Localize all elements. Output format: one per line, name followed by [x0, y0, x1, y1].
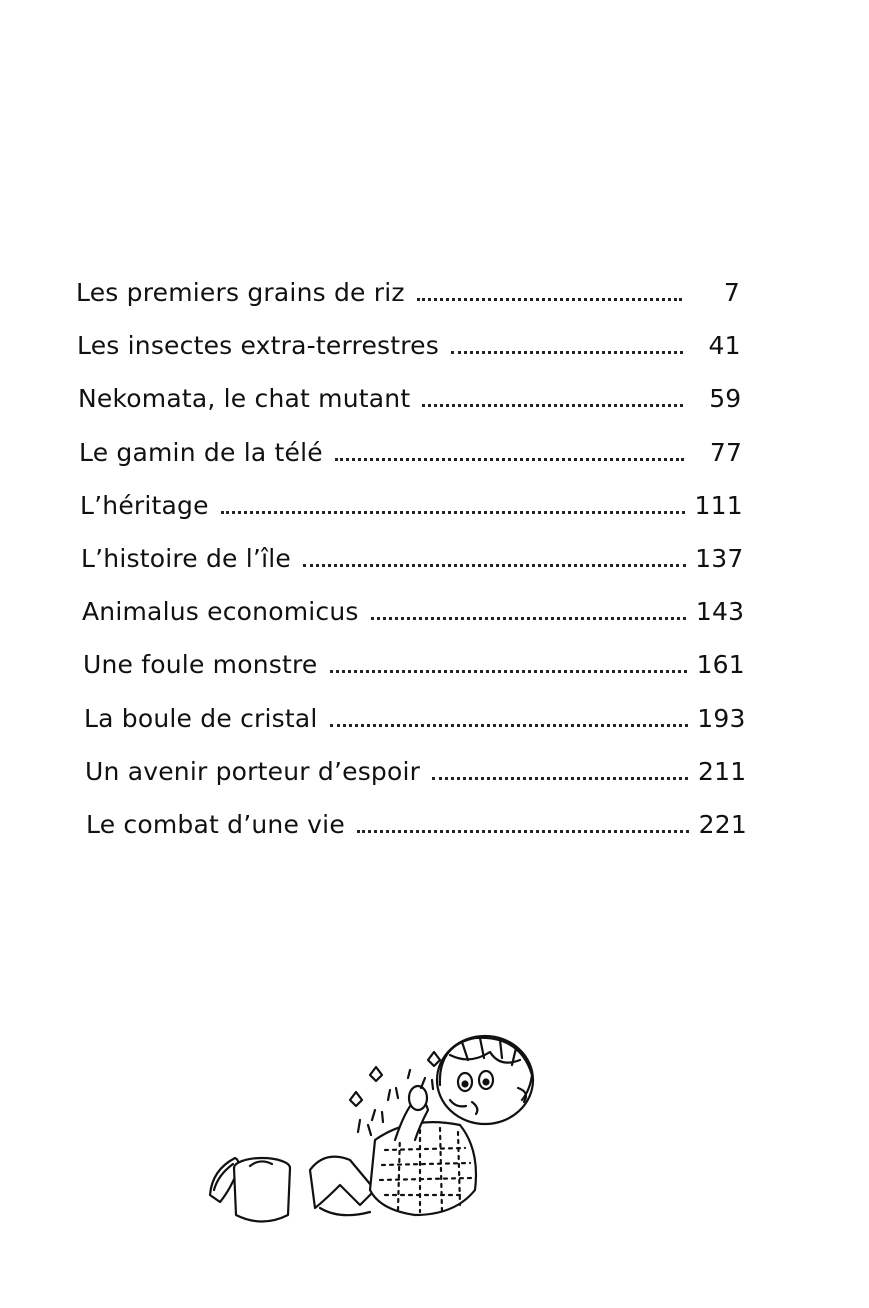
toc-entry — [79, 428, 742, 468]
dot-leader — [371, 616, 687, 620]
toc-entry-page-number: 41 — [708, 331, 741, 361]
toc-entry — [81, 534, 744, 574]
toc-entry — [83, 640, 745, 680]
toc-entry-page-number: 211 — [697, 756, 747, 786]
toc-entry — [77, 321, 741, 361]
dot-leader — [417, 297, 682, 301]
dot-leader — [357, 829, 689, 833]
toc-entry-title: Un avenir porteur d’espoir — [85, 756, 421, 786]
toc-entry-title: Une foule monstre — [83, 650, 318, 680]
dot-leader — [335, 457, 684, 461]
toc-entry-title: Nekomata, le chat mutant — [78, 384, 411, 414]
dot-leader — [303, 563, 686, 567]
toc-entry-title: Le gamin de la télé — [79, 437, 323, 467]
toc-entry-title: La boule de cristal — [84, 703, 318, 733]
toc-entry-page-number: 7 — [723, 278, 740, 307]
toc-entry-page-number: 221 — [698, 810, 747, 839]
toc-entry — [84, 694, 746, 734]
dot-leader — [432, 776, 688, 780]
toc-entry — [85, 747, 746, 787]
toc-entry — [80, 481, 743, 521]
dot-leader — [451, 350, 683, 354]
toc-entry-title: Le combat d’une vie — [86, 810, 345, 839]
toc-entry — [76, 268, 740, 308]
toc-entry-title: L’histoire de l’île — [81, 544, 291, 573]
dot-leader — [422, 403, 683, 407]
toc-entry — [78, 374, 741, 414]
toc-entry-page-number: 161 — [696, 650, 745, 680]
toc-entry-title: L’héritage — [80, 490, 209, 520]
toc-entry — [86, 800, 747, 840]
toc-entry-title: Les insectes extra-terrestres — [77, 331, 439, 361]
toc-entry — [82, 587, 744, 627]
dot-leader — [330, 723, 688, 727]
toc-entry-page-number: 59 — [709, 384, 742, 414]
toc-entry-page-number: 111 — [694, 490, 743, 520]
dot-leader — [221, 510, 685, 514]
toc-entry-page-number: 77 — [709, 437, 743, 467]
toc-entry-page-number: 193 — [697, 703, 746, 733]
boy-eating-illustration — [200, 1030, 560, 1250]
toc-entry-page-number: 137 — [695, 544, 744, 573]
toc-entry-page-number: 143 — [695, 597, 745, 627]
toc-entry-title: Les premiers grains de riz — [76, 278, 405, 307]
toc-entry-title: Animalus economicus — [82, 597, 359, 627]
dot-leader — [330, 669, 687, 673]
